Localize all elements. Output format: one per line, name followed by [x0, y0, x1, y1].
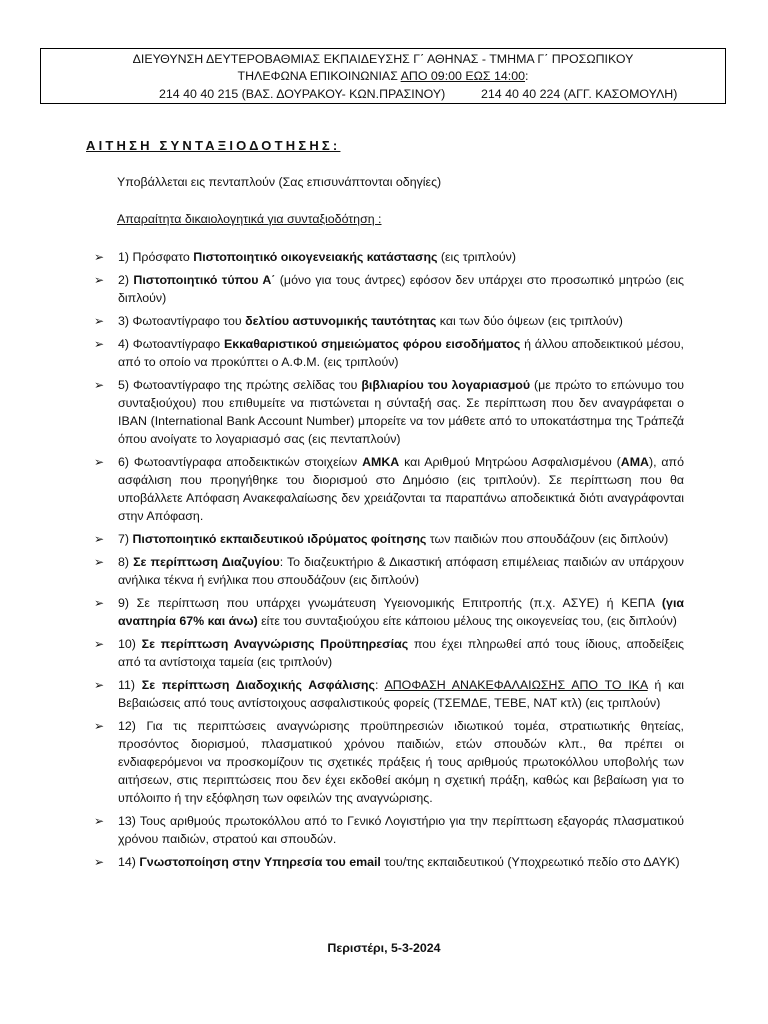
item-text: είτε του συνταξιούχου είτε κάποιου μέλους της οικογενείας του, (εις διπλούν) [257, 614, 677, 628]
contact-label: ΤΗΛΕΦΩΝΑ ΕΠΙΚΟΙΝΩΝΙΑΣ [237, 69, 401, 83]
item-bold-text: ΑΜΑ [620, 455, 649, 469]
item-bold-text: Σε περίπτωση Διαδοχικής Ασφάλισης [141, 678, 375, 692]
item-text: (εις τριπλούν) [437, 250, 516, 264]
item-text: 9) Σε περίπτωση που υπάρχει γνωμάτευση Υγειονομικής Επιτροπής (π.χ. ΑΣΥΕ) ή ΚΕΠΑ [118, 596, 662, 610]
item-text: 4) Φωτοαντίγραφο [118, 337, 224, 351]
item-text: 13) Τους αριθμούς πρωτοκόλλου από το Γενικό Λογιστήριο για την περίπτωση εξαγοράς πλασματικού χρόνου παιδιών, στρατού και σπουδών. [118, 814, 684, 846]
arrow-bullet-icon: ➢ [94, 337, 105, 351]
item-text: 2) [118, 273, 134, 287]
list-item [94, 853, 684, 871]
arrow-bullet-icon: ➢ [94, 637, 105, 651]
arrow-bullet-icon: ➢ [94, 250, 105, 264]
item-text: 11) [118, 678, 142, 692]
item-bold-text: Εκκαθαριστικού σημειώματος φόρου εισοδήματος [223, 337, 521, 351]
item-text: ή και Βεβαιώσεις από τους αντίστοιχους ασφαλιστικούς φορείς (ΤΣΕΜΔΕ, ΤΕΒΕ, ΝΑΤ κτλ) (εις τριπλούν) [118, 678, 684, 710]
item-text: και Αριθμού Μητρώου Ασφαλισμένου ( [399, 455, 621, 469]
list-item [94, 453, 684, 525]
list-item [94, 812, 684, 848]
list-item [94, 312, 684, 330]
section-heading: Απαραίτητα δικαιολογητικά για συνταξιοδότηση : [117, 212, 382, 226]
arrow-bullet-icon: ➢ [94, 719, 105, 733]
page-title: ΑΙΤΗΣΗ ΣΥΝΤΑΞΙΟΔΟΤΗΣΗΣ: [86, 138, 341, 153]
item-text: 6) Φωτοαντίγραφα αποδεικτικών στοιχείων [118, 455, 363, 469]
list-item [94, 248, 684, 266]
item-bold-text: ΑΜΚΑ [362, 455, 400, 469]
item-text: ), από ασφάλιση που προηγήθηκε του διορισμού στο Δημόσιο (εις τριπλούν). Σε περίπτωση που θα υποβάλλετε Απόφαση Ανακεφαλαίωσης δεν χρειάζονται τα παραπάνω αποδεικτικά διότι αναγράφονται στην Απόφαση. [118, 455, 684, 523]
item-bold-text: (για αναπηρία 67% και άνω) [118, 596, 684, 628]
arrow-bullet-icon: ➢ [94, 814, 105, 828]
requirements-list [94, 248, 684, 876]
item-text: : [374, 678, 385, 692]
list-item [94, 271, 684, 307]
item-text: 8) [118, 555, 134, 569]
item-bold-text: Πιστοποιητικό τύπου Α΄ [133, 273, 276, 287]
item-text: του/της εκπαιδευτικού (Υποχρεωτικό πεδίο στο ΔΑΥΚ) [380, 855, 680, 869]
item-text: (μόνο για τους άντρες) εφόσον δεν υπάρχει στο προσωπικό μητρώο (εις διπλούν) [118, 273, 685, 305]
item-bold-text: Γνωστοποίηση στην Υπηρεσία του email [139, 855, 381, 869]
header-box [40, 48, 726, 104]
item-text: (με πρώτο το επώνυμο του συνταξιούχου) που επιθυμείτε να πιστώνεται η σύνταξή σας. Σε περίπτωση που δεν αναγράφεται ο IBAN (International Bank Account Number) μπορείτε να τον μάθετε από το υποκατάστημα της Τράπεζά όπου ανοίγατε το λογαριασμό σας (εις πενταπλούν) [118, 378, 685, 446]
arrow-bullet-icon: ➢ [94, 455, 105, 469]
header-phone-2: 214 40 40 224 (ΑΓΓ. ΚΑΣΟΜΟΥΛΗ) [481, 87, 678, 101]
arrow-bullet-icon: ➢ [94, 855, 105, 869]
contact-hours: ΑΠΟ 09:00 ΕΩΣ 14:00 [400, 69, 526, 83]
list-item [94, 676, 684, 712]
arrow-bullet-icon: ➢ [94, 555, 105, 569]
arrow-bullet-icon: ➢ [94, 314, 105, 328]
header-line-2 [41, 68, 725, 85]
item-text: 14) [118, 855, 140, 869]
item-text: που έχει πληρωθεί από τους ίδιους, αποδείξεις από τα αντίστοιχα ταμεία (εις τριπλούν) [118, 637, 684, 669]
signature-date: Περιστέρι, 5-3-2024 [327, 941, 441, 955]
item-text: : Το διαζευκτήριο & Δικαστική απόφαση επιμέλειας παιδιών αν υπάρχουν ανήλικα τέκνα ή ενήλικα που σπουδάζουν (εις διπλούν) [118, 555, 684, 587]
list-item [94, 530, 684, 548]
contact-colon: : [525, 69, 529, 83]
list-item [94, 553, 684, 589]
item-text: 10) [118, 637, 142, 651]
item-text: 7) [118, 532, 133, 546]
arrow-bullet-icon: ➢ [94, 378, 105, 392]
item-text: ή άλλου αποδεικτικού μέσου, από το οποίο να προκύπτει ο Α.Φ.Μ. (εις τριπλούν) [118, 337, 684, 369]
list-item [94, 594, 684, 630]
item-text: των παιδιών που σπουδάζουν (εις διπλούν) [426, 532, 669, 546]
list-item [94, 335, 684, 371]
arrow-bullet-icon: ➢ [94, 273, 105, 287]
item-text: 1) Πρόσφατο [118, 250, 194, 264]
arrow-bullet-icon: ➢ [94, 678, 105, 692]
intro-text: Υποβάλλεται εις πενταπλούν (Σας επισυνάπτονται οδηγίες) [117, 175, 442, 189]
arrow-bullet-icon: ➢ [94, 596, 105, 610]
item-bold-text: Σε περίπτωση Αναγνώρισης Προϋπηρεσίας [141, 637, 409, 651]
header-line-1: ΔΙΕΥΘΥΝΣΗ ΔΕΥΤΕΡΟΒΑΘΜΙΑΣ ΕΚΠΑΙΔΕΥΣΗΣ Γ΄ ΑΘΗΝΑΣ - ΤΜΗΜΑ Γ΄ ΠΡΟΣΩΠΙΚΟΥ [132, 52, 634, 66]
item-bold-text: Πιστοποιητικό εκπαιδευτικού ιδρύματος φοίτησης [132, 532, 427, 546]
item-bold-text: Πιστοποιητικό οικογενειακής κατάστασης [193, 250, 438, 264]
item-text: 3) Φωτοαντίγραφο του [118, 314, 246, 328]
list-item [94, 635, 684, 671]
item-bold-text: Σε περίπτωση Διαζυγίου [133, 555, 280, 569]
item-text: 5) Φωτοαντίγραφο της πρώτης σελίδας του [118, 378, 362, 392]
item-underlined-text: ΑΠΟΦΑΣΗ ΑΝΑΚΕΦΑΛΑΙΩΣΗΣ ΑΠΟ ΤΟ ΙΚΑ [384, 678, 648, 692]
item-bold-text: βιβλιαρίου του λογαριασμού [361, 378, 531, 392]
item-text: 12) Για τις περιπτώσεις αναγνώρισης προϋπηρεσιών ιδιωτικού τομέα, στρατιωτικής θητείας, προσόντος διορισμού, πλασματικού χρόνου παιδιών, ετών σπουδών κλπ., θα πρέπει οι ενδιαφερόμενοι να προσκομίζουν τις σχετικές πράξεις ή τους αριθμούς πρωτοκόλλου υποβολής των αιτήσεων, στις περιπτώσεις που δεν έχει εκδοθεί ακόμη η σχετική πράξη, καθώς και βεβαίωση για το υπόλοιπο ή την εξόφληση των οφειλών της αναγνώρισης. [118, 719, 684, 805]
header-phone-1: 214 40 40 215 (ΒΑΣ. ΔΟΥΡΑΚΟΥ- ΚΩΝ.ΠΡΑΣΙΝΟΥ) [159, 87, 446, 101]
arrow-bullet-icon: ➢ [94, 532, 105, 546]
item-bold-text: δελτίου αστυνομικής ταυτότητας [245, 314, 437, 328]
item-text: και των δύο όψεων (εις τριπλούν) [436, 314, 623, 328]
list-item [94, 717, 684, 807]
list-item [94, 376, 684, 448]
